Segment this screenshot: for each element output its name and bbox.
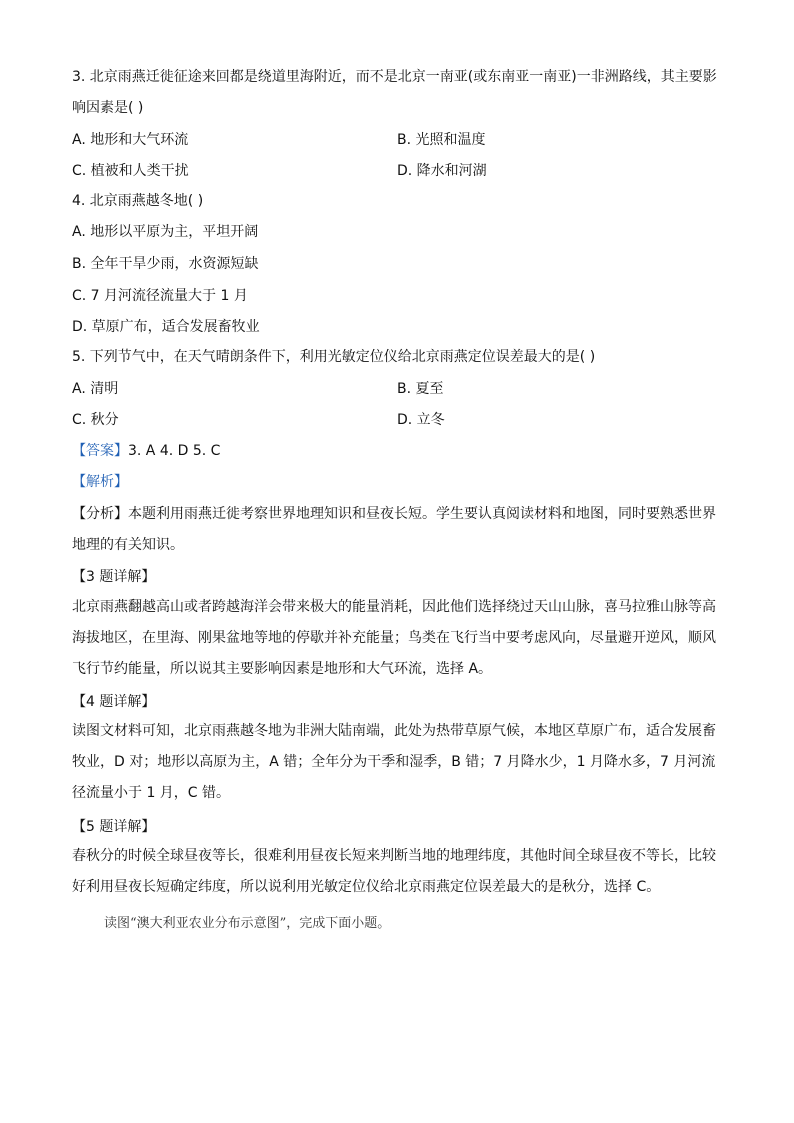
q4-option-a: A. 地形以平原为主，平坦开阔 — [72, 224, 259, 240]
q3-detail-label: 【3 题详解】 — [72, 569, 156, 585]
answer-line — [72, 441, 220, 461]
fenxi-label: 【分析】 — [72, 506, 128, 522]
q3-detail-text: 北京雨燕翻越高山或者跨越海洋会带来极大的能量消耗，因此他们选择绕过天山山脉，喜马拉雅山脉等高海拔地区，在里海、刚果盆地等地的停歇并补充能量；鸟类在飞行当中要考虑风向，尽量避开逆风，顺风飞行节约能量，所以说其主要影响因素是地形和大气环流，选择 A。 — [72, 599, 716, 677]
fenxi-text: 本题利用雨燕迁徙考察世界地理知识和昼夜长短。学生要认真阅读材料和地图，同时要熟悉世界地理的有关知识。 — [72, 506, 716, 553]
answer-value: 3. A 4. D 5. C — [128, 443, 221, 459]
q4-option-c: C. 7 月河流径流量大于 1 月 — [72, 288, 248, 304]
q3-option-d: D. 降水和河湖 — [397, 163, 487, 179]
q4-stem: 4. 北京雨燕越冬地( ) — [72, 193, 204, 209]
next-question-intro: 读图“澳大利亚农业分布示意图”，完成下面小题。 — [104, 916, 391, 931]
q4-detail-text: 读图文材料可知，北京雨燕越冬地为非洲大陆南端，此处为热带草原气候，本地区草原广布，适合发展畜牧业，D 对；地形以高原为主，A 错；全年分为干季和湿季，B 错；7 月降水少，1 月降水多，7 月河流径流量小于 1 月，C 错。 — [72, 723, 716, 801]
q5-option-b: B. 夏至 — [397, 381, 444, 397]
q3-option-b: B. 光照和温度 — [397, 132, 486, 148]
analysis-label: 【解析】 — [72, 474, 128, 490]
q5-detail-label: 【5 题详解】 — [72, 819, 156, 835]
q4-detail-label: 【4 题详解】 — [72, 694, 156, 710]
q3-option-c: C. 植被和人类干扰 — [72, 163, 189, 179]
q5-option-c: C. 秋分 — [72, 412, 119, 428]
q5-option-d: D. 立冬 — [397, 412, 445, 428]
q4-option-b: B. 全年干旱少雨，水资源短缺 — [72, 256, 259, 272]
q3-stem-line2: 响因素是( ) — [72, 100, 144, 116]
answer-label: 【答案】 — [72, 443, 128, 459]
q4-option-d: D. 草原广布，适合发展畜牧业 — [72, 319, 260, 335]
q5-option-a: A. 清明 — [72, 381, 119, 397]
q3-option-a: A. 地形和大气环流 — [72, 132, 189, 148]
q5-stem: 5. 下列节气中，在天气晴朗条件下，利用光敏定位仪给北京雨燕定位误差最大的是( ) — [72, 349, 596, 365]
q5-detail-text: 春秋分的时候全球昼夜等长，很难利用昼夜长短来判断当地的地理纬度，其他时间全球昼夜不等长，比较好利用昼夜长短确定纬度，所以说利用光敏定位仪给北京雨燕定位误差最大的是秋分，选择 C。 — [72, 848, 716, 895]
q3-stem-line1: 3. 北京雨燕迁徙征途来回都是绕道里海附近，而不是北京一南亚(或东南亚一南亚)一非洲路线，其主要影 — [72, 69, 717, 85]
analysis-summary — [72, 499, 726, 561]
